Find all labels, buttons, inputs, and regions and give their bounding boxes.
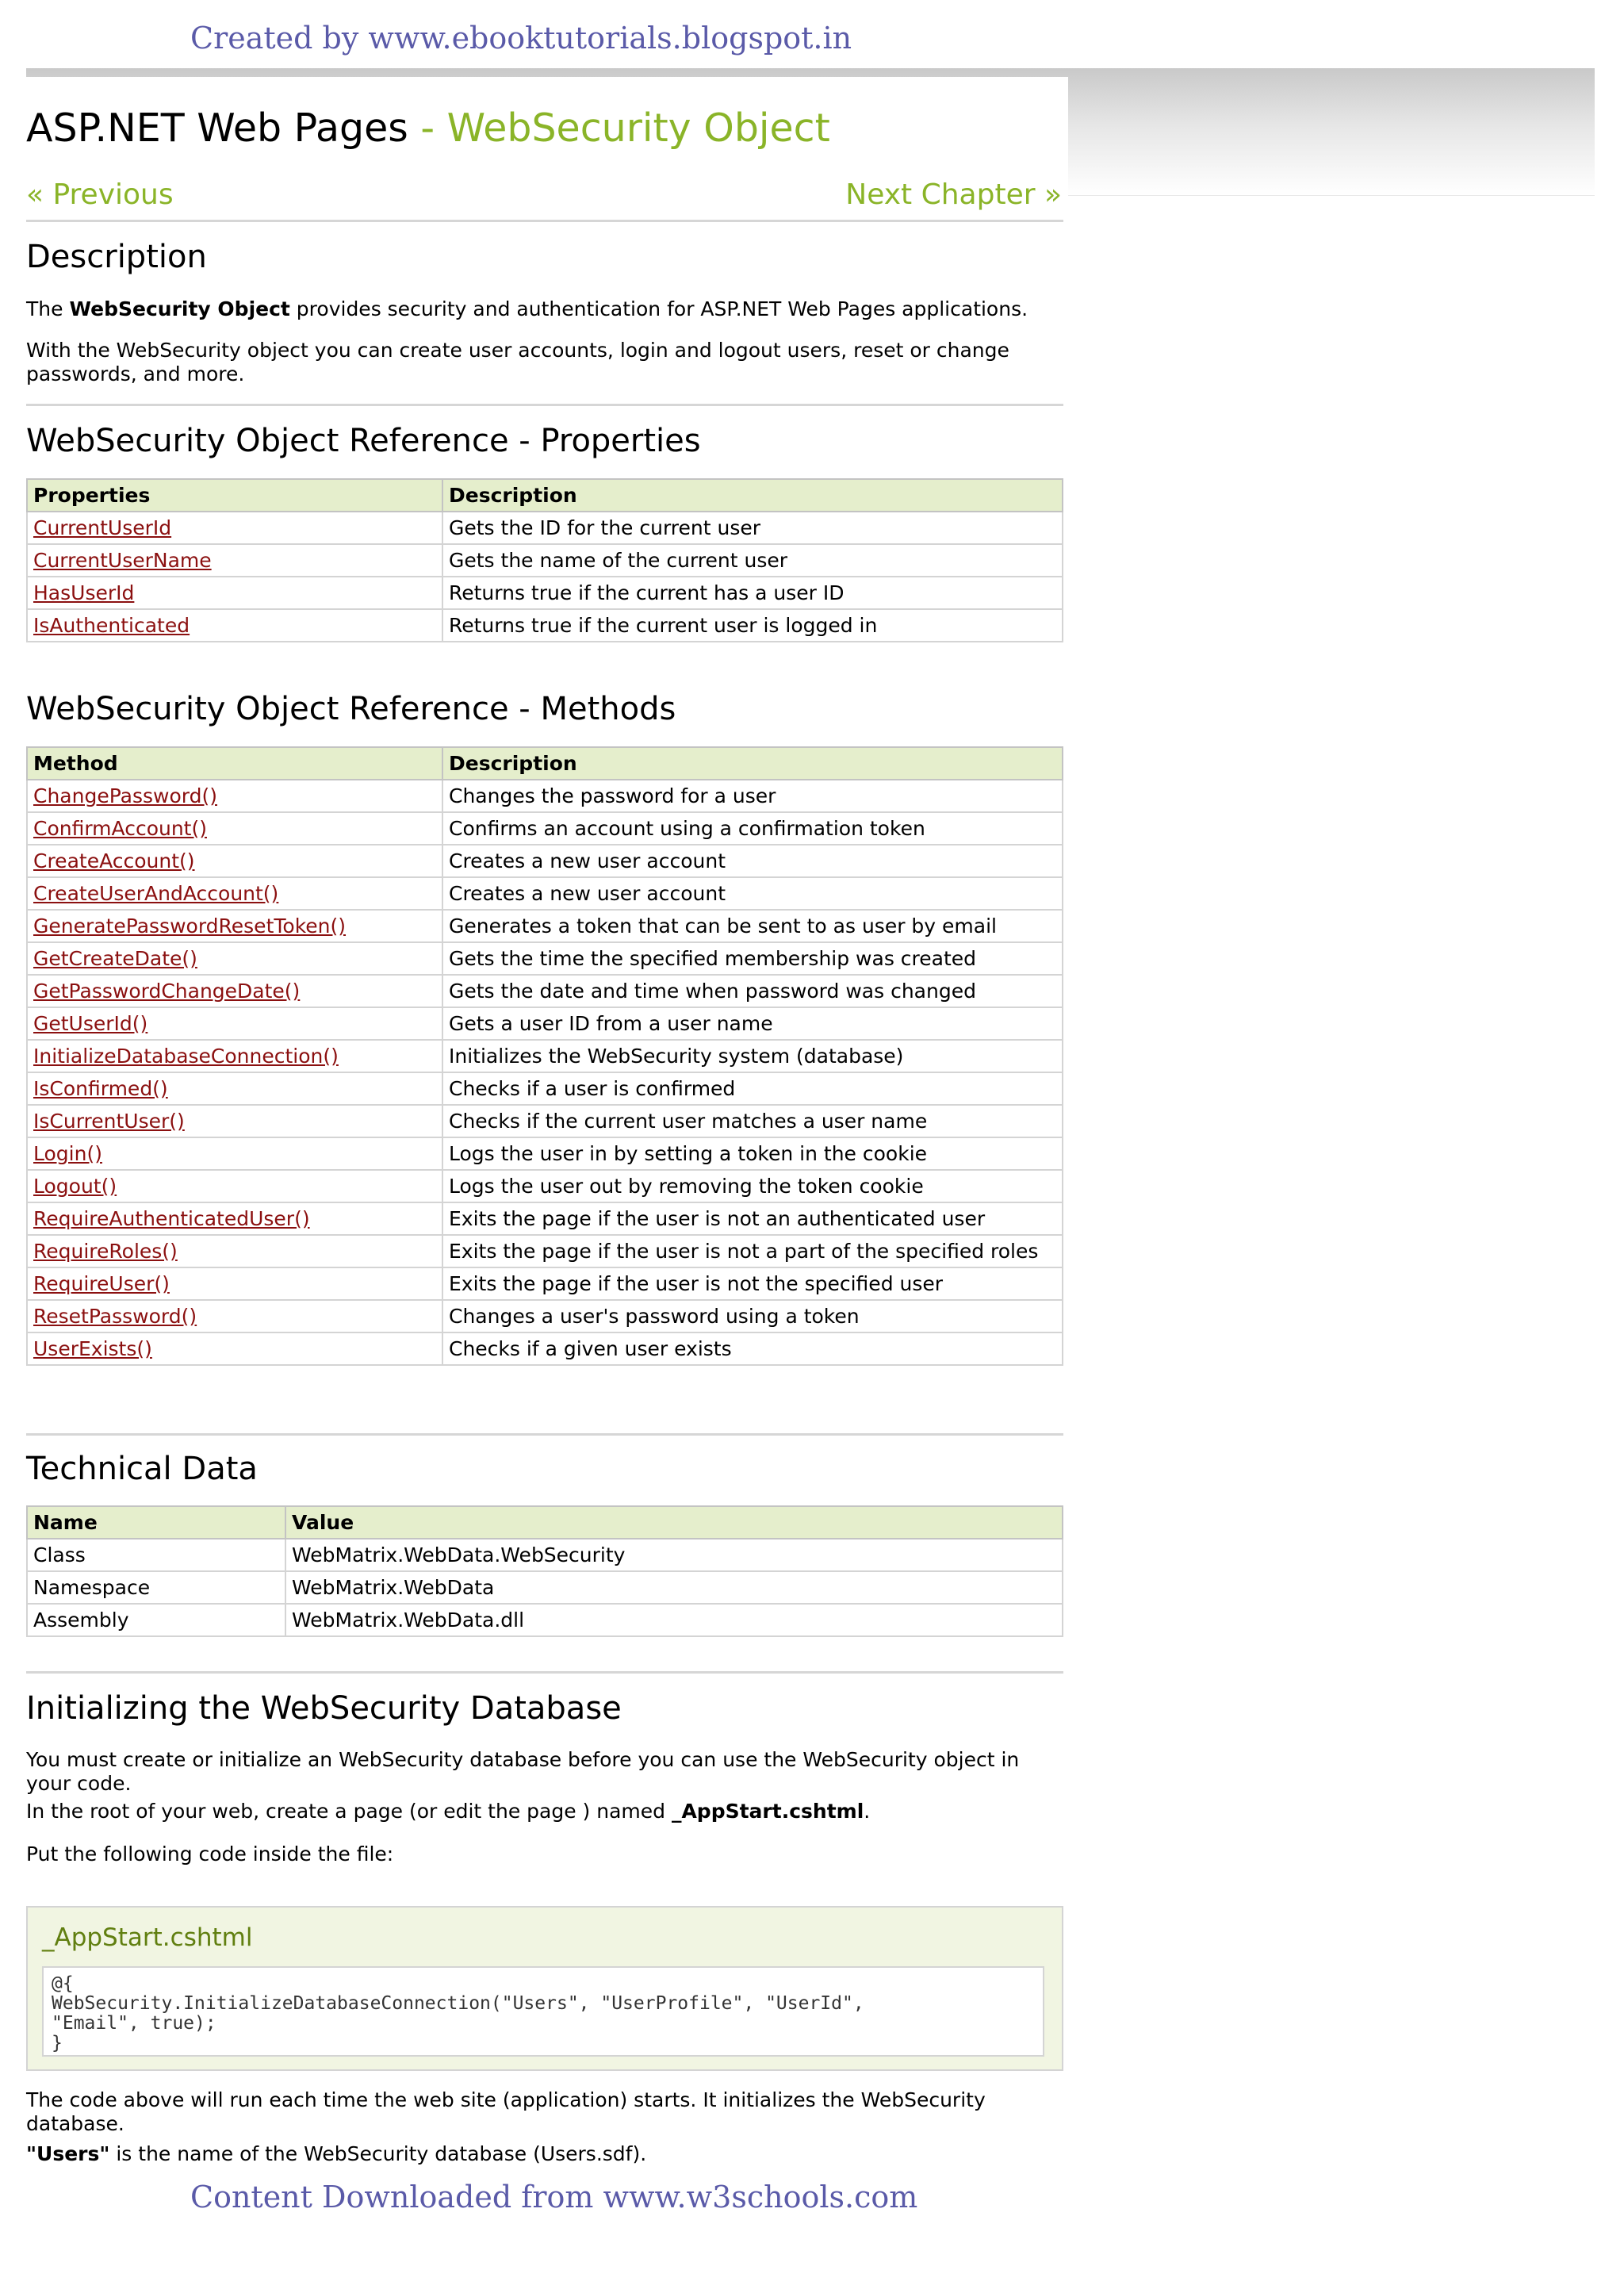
reference-link[interactable]: ChangePassword() [33, 784, 217, 807]
reference-link[interactable]: CurrentUserId [33, 516, 172, 539]
description-cell: Checks if a given user exists [442, 1332, 1063, 1365]
table-row [27, 577, 1063, 609]
description-cell: Creates a new user account [442, 877, 1063, 910]
description-p1-suffix: provides security and authentication for ASP.NET Web Pages applications. [289, 297, 1028, 320]
table-row [27, 812, 1063, 845]
table-row [27, 1040, 1063, 1072]
technical-table-body [27, 1539, 1063, 1636]
table-row [27, 1072, 1063, 1105]
table-row [27, 1539, 1063, 1571]
description-cell: WebMatrix.WebData [285, 1571, 1063, 1604]
column-header: Properties [27, 479, 442, 512]
technical-table [26, 1505, 1063, 1637]
description-cell: Logs the user out by removing the token cookie [442, 1170, 1063, 1202]
table-row [27, 1202, 1063, 1235]
table-row [27, 1267, 1063, 1300]
name-cell [27, 544, 442, 577]
table-header-row [27, 747, 1063, 780]
description-cell: Returns true if the current has a user ID [442, 577, 1063, 609]
description-cell: Logs the user in by setting a token in the cookie [442, 1137, 1063, 1170]
reference-link[interactable]: RequireAuthenticatedUser() [33, 1207, 310, 1230]
name-cell [27, 812, 442, 845]
reference-link[interactable]: ConfirmAccount() [33, 817, 207, 840]
reference-link[interactable]: Logout() [33, 1175, 117, 1198]
name-cell [27, 1235, 442, 1267]
init-p5-bold: "Users" [26, 2142, 110, 2165]
description-paragraph-1 [26, 297, 1065, 321]
table-row [27, 942, 1063, 975]
name-cell [27, 1105, 442, 1137]
watermark-bottom: Content Downloaded from www.w3schools.com [190, 2180, 918, 2214]
reference-link[interactable]: GeneratePasswordResetToken() [33, 915, 347, 938]
description-cell: Generates a token that can be sent to as user by email [442, 910, 1063, 942]
name-cell [27, 1170, 442, 1202]
previous-link[interactable]: « Previous [26, 178, 174, 211]
name-cell [27, 1300, 442, 1332]
table-row [27, 845, 1063, 877]
table-header-row [27, 1506, 1063, 1539]
code-example-box [26, 1906, 1063, 2071]
code-example-title: _AppStart.cshtml [42, 1923, 253, 1952]
table-row [27, 609, 1063, 642]
reference-link[interactable]: GetPasswordChangeDate() [33, 980, 301, 1003]
table-row [27, 1300, 1063, 1332]
methods-table [26, 746, 1063, 1366]
divider [26, 1671, 1063, 1674]
description-p1-bold: WebSecurity Object [69, 297, 290, 320]
properties-table-body [27, 512, 1063, 642]
name-cell [27, 780, 442, 812]
reference-link[interactable]: IsCurrentUser() [33, 1110, 185, 1133]
column-header: Name [27, 1506, 285, 1539]
divider [26, 404, 1063, 406]
name-cell: Class [27, 1539, 285, 1571]
name-cell [27, 845, 442, 877]
description-cell: Exits the page if the user is not the specified user [442, 1267, 1063, 1300]
reference-link[interactable]: Login() [33, 1142, 102, 1165]
table-row [27, 512, 1063, 544]
description-cell: Changes a user's password using a token [442, 1300, 1063, 1332]
name-cell [27, 975, 442, 1007]
table-row [27, 544, 1063, 577]
reference-link[interactable]: UserExists() [33, 1337, 152, 1360]
init-paragraph-1: You must create or initialize an WebSecurity database before you can use the WebSecurity object in your code. [26, 1748, 1020, 1795]
table-row [27, 1604, 1063, 1636]
table-row [27, 1007, 1063, 1040]
next-chapter-link[interactable]: Next Chapter » [845, 178, 1062, 211]
description-cell: Gets the time the specified membership was created [442, 942, 1063, 975]
table-row [27, 1170, 1063, 1202]
description-cell: Gets a user ID from a user name [442, 1007, 1063, 1040]
page-title-accent: - WebSecurity Object [408, 105, 830, 151]
description-heading: Description [26, 239, 207, 275]
table-header-row [27, 479, 1063, 512]
column-header: Method [27, 747, 442, 780]
column-header: Description [442, 479, 1063, 512]
properties-table [26, 478, 1063, 642]
name-cell: Assembly [27, 1604, 285, 1636]
divider [26, 1433, 1063, 1436]
chapter-nav [26, 178, 1068, 218]
init-paragraph-4: The code above will run each time the web site (application) starts. It initializes the WebSecurity database. [26, 2088, 986, 2135]
reference-link[interactable]: InitializeDatabaseConnection() [33, 1045, 339, 1068]
description-p1-prefix: The [26, 297, 70, 320]
name-cell [27, 942, 442, 975]
description-cell: Returns true if the current user is logged in [442, 609, 1063, 642]
init-paragraph-3: Put the following code inside the file: [26, 1842, 394, 1865]
table-row [27, 1332, 1063, 1365]
description-cell: Gets the date and time when password was changed [442, 975, 1063, 1007]
init-p2-bold: _AppStart.cshtml [671, 1800, 864, 1823]
table-row [27, 1137, 1063, 1170]
description-cell: WebMatrix.WebData.WebSecurity [285, 1539, 1063, 1571]
page-title [26, 105, 830, 151]
methods-heading: WebSecurity Object Reference - Methods [26, 691, 676, 727]
column-header: Description [442, 747, 1063, 780]
reference-link[interactable]: CreateUserAndAccount() [33, 882, 279, 905]
reference-link[interactable]: IsAuthenticated [33, 614, 190, 637]
description-cell: WebMatrix.WebData.dll [285, 1604, 1063, 1636]
name-cell [27, 1007, 442, 1040]
reference-link[interactable]: IsConfirmed() [33, 1077, 168, 1100]
name-cell [27, 1332, 442, 1365]
name-cell [27, 1202, 442, 1235]
init-p2-suffix: . [864, 1800, 871, 1823]
reference-link[interactable]: CreateAccount() [33, 849, 195, 872]
init-heading: Initializing the WebSecurity Database [26, 1690, 622, 1727]
table-row [27, 1235, 1063, 1267]
name-cell [27, 1137, 442, 1170]
description-cell: Checks if a user is confirmed [442, 1072, 1063, 1105]
description-cell: Gets the ID for the current user [442, 512, 1063, 544]
name-cell [27, 577, 442, 609]
table-row [27, 877, 1063, 910]
name-cell [27, 1072, 442, 1105]
name-cell [27, 877, 442, 910]
code-block[interactable]: @{ WebSecurity.InitializeDatabaseConnection("Users", "UserProfile", "UserId", "Email", true); } [42, 1966, 1044, 2057]
reference-link[interactable]: GetUserId() [33, 1012, 148, 1035]
name-cell [27, 910, 442, 942]
reference-link[interactable]: HasUserId [33, 581, 135, 604]
name-cell [27, 1267, 442, 1300]
description-cell: Initializes the WebSecurity system (database) [442, 1040, 1063, 1072]
description-paragraph-2: With the WebSecurity object you can create user accounts, login and logout users, reset or change passwords, and more. [26, 339, 1009, 385]
table-row [27, 1105, 1063, 1137]
table-row [27, 910, 1063, 942]
column-header: Value [285, 1506, 1063, 1539]
watermark-top: Created by www.ebooktutorials.blogspot.in [190, 21, 852, 56]
reference-link[interactable]: ResetPassword() [33, 1305, 197, 1328]
description-cell: Confirms an account using a confirmation token [442, 812, 1063, 845]
description-cell: Gets the name of the current user [442, 544, 1063, 577]
page-title-main: ASP.NET Web Pages [26, 105, 408, 151]
reference-link[interactable]: CurrentUserName [33, 549, 212, 572]
description-cell: Exits the page if the user is not an authenticated user [442, 1202, 1063, 1235]
reference-link[interactable]: GetCreateDate() [33, 947, 197, 970]
reference-link[interactable]: RequireRoles() [33, 1240, 178, 1263]
methods-table-body [27, 780, 1063, 1365]
table-row [27, 1571, 1063, 1604]
init-paragraph-2 [26, 1800, 1065, 1823]
technical-heading: Technical Data [26, 1451, 258, 1487]
description-cell: Changes the password for a user [442, 780, 1063, 812]
description-cell: Creates a new user account [442, 845, 1063, 877]
table-row [27, 780, 1063, 812]
name-cell: Namespace [27, 1571, 285, 1604]
divider [26, 220, 1063, 222]
description-cell: Exits the page if the user is not a part of the specified roles [442, 1235, 1063, 1267]
reference-link[interactable]: RequireUser() [33, 1272, 170, 1295]
description-cell: Checks if the current user matches a user name [442, 1105, 1063, 1137]
init-p2-prefix: In the root of your web, create a page (or edit the page ) named [26, 1800, 672, 1823]
init-paragraph-5 [26, 2142, 1065, 2166]
name-cell [27, 1040, 442, 1072]
name-cell [27, 512, 442, 544]
table-row [27, 975, 1063, 1007]
init-p5-suffix: is the name of the WebSecurity database (Users.sdf). [109, 2142, 647, 2165]
name-cell [27, 609, 442, 642]
properties-heading: WebSecurity Object Reference - Properties [26, 423, 701, 459]
